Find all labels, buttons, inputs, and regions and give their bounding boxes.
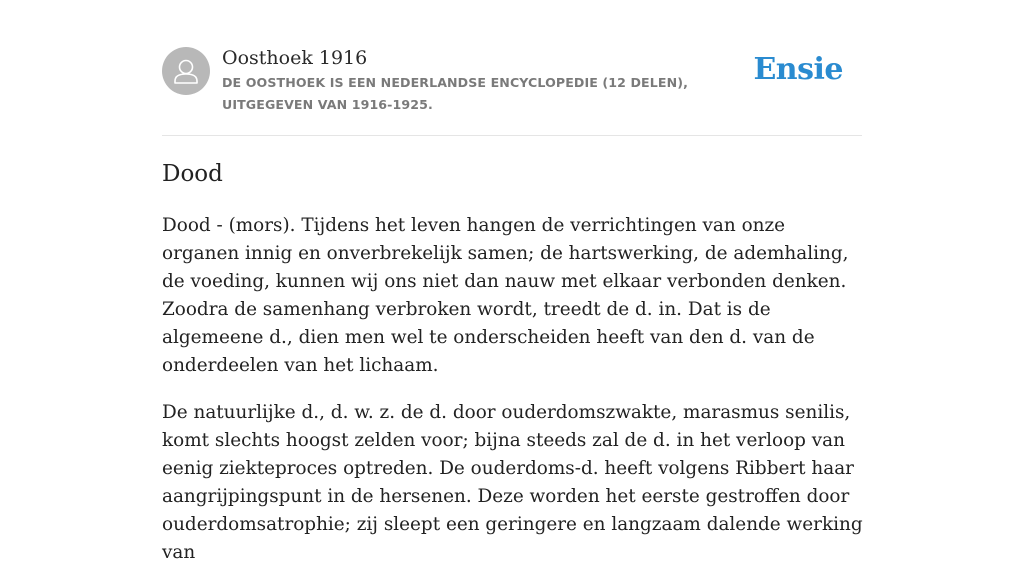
person-icon xyxy=(162,47,210,95)
article-title: Dood xyxy=(162,161,223,187)
ensie-logo-link[interactable]: Ensie xyxy=(753,52,843,87)
source-header xyxy=(162,46,862,116)
source-description: DE OOSTHOEK IS EEN NEDERLANDSE ENCYCLOPEDIE (12 DELEN), UITGEGEVEN VAN 1916-1925. xyxy=(222,75,688,112)
header-divider xyxy=(162,135,862,136)
article-paragraph: Dood - (mors). Tijdens het leven hangen de verrichtingen van onze organen innig en onverbrekelijk samen; de hartswerking, de ademhaling, de voeding, kunnen wij ons niet dan nauw met elkaar verbonden denken. Zoodra de samenhang verbroken wordt, treedt de d. in. Dat is de algemeene d., dien men wel te onderscheiden heeft van den d. van de onderdeelen van het lichaam. xyxy=(162,215,849,376)
user-avatar-icon[interactable] xyxy=(162,47,210,95)
article-body xyxy=(162,212,868,586)
page xyxy=(162,0,863,563)
source-title-link[interactable]: Oosthoek 1916 xyxy=(222,47,368,69)
article-paragraph: De natuurlijke d., d. w. z. de d. door ouderdomszwakte, marasmus senilis, komt slechts hoogst zelden voor; bijna steeds zal de d. in het verloop van eenig ziekteproces optreden. De ouderdoms-d. heeft volgens Ribbert haar aangrijpingspunt in de hersenen. Deze worden het eerste gestroffen door ouderdomsatrophie; zij sleept een geringere en langzaam dalende werking van xyxy=(162,402,863,563)
